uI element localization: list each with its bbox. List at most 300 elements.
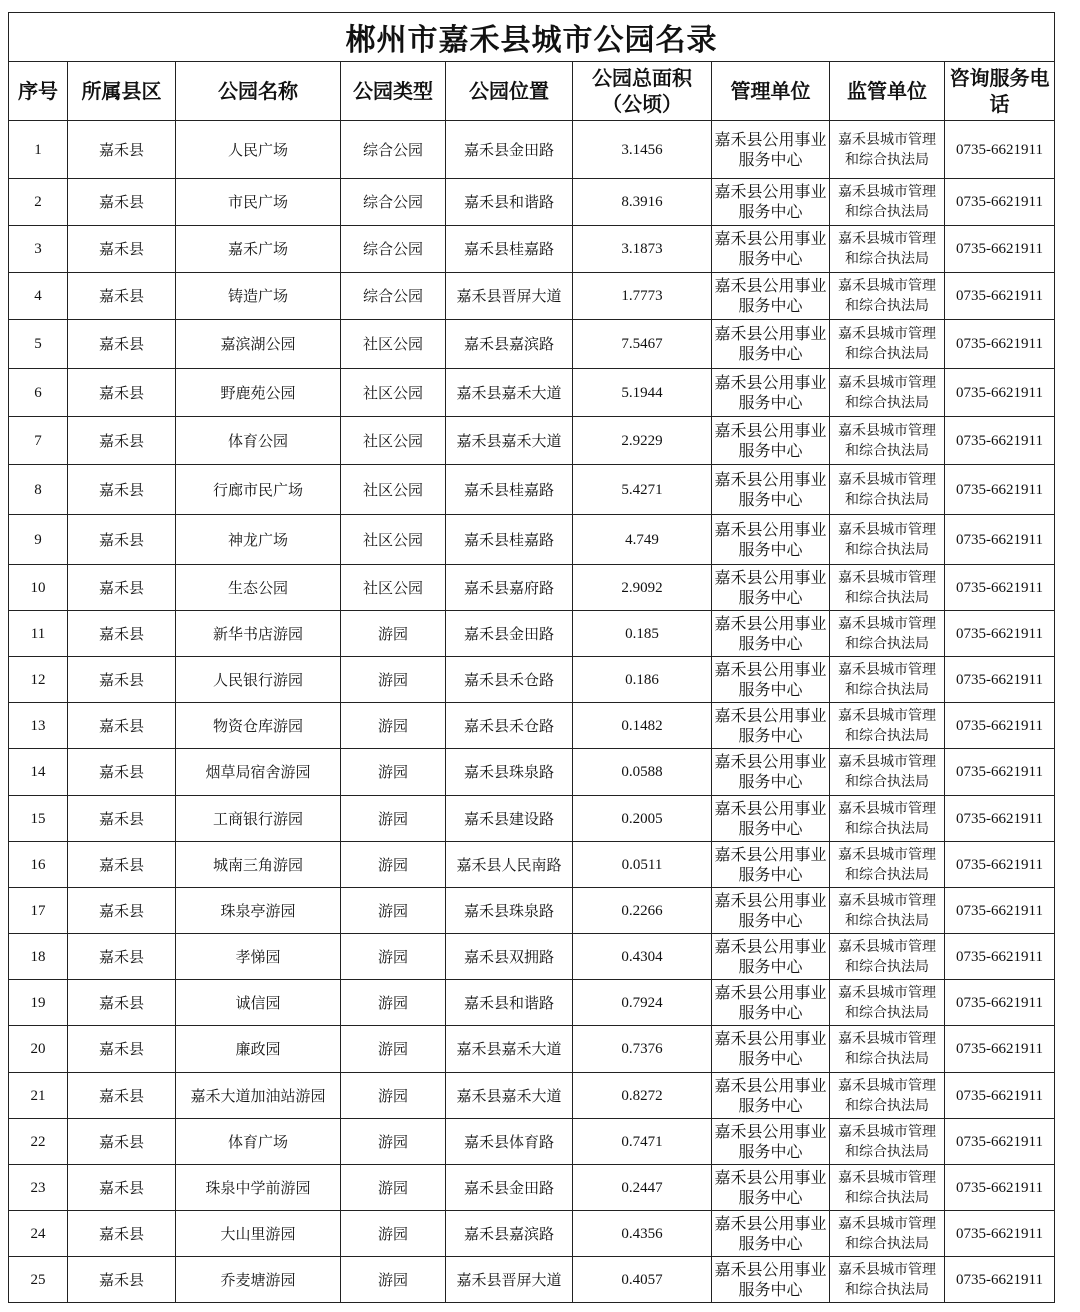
cell-manager-text: 嘉禾县公用事业服务中心 (714, 129, 827, 169)
cell-seq: 7 (9, 417, 68, 465)
cell-supervisor (830, 703, 945, 749)
cell-supervisor-text: 嘉禾县城市管理和综合执法局 (838, 707, 936, 744)
cell-park-area: 0.8272 (573, 1073, 712, 1119)
cell-park-location: 嘉禾县金田路 (446, 611, 573, 657)
cell-supervisor (830, 1257, 945, 1303)
cell-manager-text: 嘉禾县公用事业服务中心 (714, 1213, 827, 1253)
cell-park-area: 4.749 (573, 515, 712, 565)
cell-park-location: 嘉禾县人民南路 (446, 842, 573, 888)
table-row (9, 465, 1055, 515)
cell-park-type: 社区公园 (341, 565, 446, 611)
cell-manager-text: 嘉禾县公用事业服务中心 (714, 1121, 827, 1161)
cell-seq: 22 (9, 1119, 68, 1165)
cell-supervisor (830, 226, 945, 273)
cell-park-location: 嘉禾县珠泉路 (446, 888, 573, 934)
table-row (9, 703, 1055, 749)
cell-county: 嘉禾县 (68, 320, 176, 369)
cell-seq: 25 (9, 1257, 68, 1303)
cell-park-location: 嘉禾县嘉滨路 (446, 1211, 573, 1257)
cell-park-area: 0.2447 (573, 1165, 712, 1211)
cell-supervisor-text: 嘉禾县城市管理和综合执法局 (838, 278, 936, 314)
cell-phone: 0735-6621911 (945, 796, 1055, 842)
cell-park-area: 2.9092 (573, 565, 712, 611)
cell-manager (712, 796, 830, 842)
cell-manager (712, 369, 830, 417)
cell-park-location: 嘉禾县禾仓路 (446, 657, 573, 703)
table-row (9, 226, 1055, 273)
cell-county: 嘉禾县 (68, 1165, 176, 1211)
cell-park-type: 游园 (341, 611, 446, 657)
cell-phone: 0735-6621911 (945, 611, 1055, 657)
cell-county: 嘉禾县 (68, 888, 176, 934)
cell-park-location: 嘉禾县和谐路 (446, 179, 573, 226)
cell-park-area: 0.186 (573, 657, 712, 703)
cell-supervisor (830, 980, 945, 1026)
cell-phone: 0735-6621911 (945, 465, 1055, 515)
cell-supervisor-text: 嘉禾县城市管理和综合执法局 (838, 1215, 936, 1252)
cell-park-name: 工商银行游园 (176, 796, 341, 842)
cell-seq: 10 (9, 565, 68, 611)
table-row (9, 842, 1055, 888)
cell-supervisor-text: 嘉禾县城市管理和综合执法局 (838, 131, 936, 168)
cell-park-location: 嘉禾县建设路 (446, 796, 573, 842)
cell-park-location: 嘉禾县嘉禾大道 (446, 369, 573, 417)
cell-park-area: 0.7924 (573, 980, 712, 1026)
cell-manager-text: 嘉禾县公用事业服务中心 (714, 705, 827, 745)
cell-manager (712, 703, 830, 749)
cell-supervisor (830, 369, 945, 417)
table-title: 郴州市嘉禾县城市公园名录 (9, 13, 1055, 62)
cell-supervisor (830, 796, 945, 842)
cell-seq: 12 (9, 657, 68, 703)
cell-phone: 0735-6621911 (945, 842, 1055, 888)
cell-phone: 0735-6621911 (945, 121, 1055, 179)
cell-manager (712, 842, 830, 888)
cell-supervisor-text: 嘉禾县城市管理和综合执法局 (838, 615, 936, 652)
cell-park-location: 嘉禾县和谐路 (446, 980, 573, 1026)
cell-park-location: 嘉禾县体育路 (446, 1119, 573, 1165)
cell-supervisor (830, 565, 945, 611)
cell-supervisor (830, 1026, 945, 1073)
table-row (9, 121, 1055, 179)
cell-park-name: 体育公园 (176, 417, 341, 465)
cell-park-type: 社区公园 (341, 369, 446, 417)
cell-park-name: 行廊市民广场 (176, 465, 341, 515)
cell-park-name: 孝悌园 (176, 934, 341, 980)
cell-manager-text: 嘉禾县公用事业服务中心 (714, 519, 827, 559)
table-row (9, 749, 1055, 796)
cell-county: 嘉禾县 (68, 611, 176, 657)
cell-park-area: 0.4057 (573, 1257, 712, 1303)
cell-manager (712, 611, 830, 657)
cell-county: 嘉禾县 (68, 465, 176, 515)
cell-park-area: 5.4271 (573, 465, 712, 515)
cell-seq: 6 (9, 369, 68, 417)
cell-park-location: 嘉禾县金田路 (446, 121, 573, 179)
cell-manager (712, 749, 830, 796)
cell-park-type: 游园 (341, 1211, 446, 1257)
cell-county: 嘉禾县 (68, 1257, 176, 1303)
cell-supervisor-text: 嘉禾县城市管理和综合执法局 (838, 1031, 936, 1067)
cell-manager (712, 657, 830, 703)
cell-supervisor-text: 嘉禾县城市管理和综合执法局 (838, 661, 936, 698)
table-row (9, 1165, 1055, 1211)
cell-supervisor (830, 273, 945, 320)
table-row (9, 888, 1055, 934)
cell-park-name: 人民银行游园 (176, 657, 341, 703)
table-row (9, 515, 1055, 565)
cell-park-name: 嘉滨湖公园 (176, 320, 341, 369)
cell-supervisor (830, 179, 945, 226)
cell-park-type: 综合公园 (341, 179, 446, 226)
cell-park-type: 游园 (341, 888, 446, 934)
cell-seq: 11 (9, 611, 68, 657)
cell-park-name: 珠泉亭游园 (176, 888, 341, 934)
cell-manager-text: 嘉禾县公用事业服务中心 (714, 613, 827, 653)
cell-park-location: 嘉禾县嘉滨路 (446, 320, 573, 369)
cell-manager-text: 嘉禾县公用事业服务中心 (714, 798, 827, 838)
cell-park-location: 嘉禾县禾仓路 (446, 703, 573, 749)
cell-county: 嘉禾县 (68, 226, 176, 273)
cell-seq: 2 (9, 179, 68, 226)
cell-manager (712, 1257, 830, 1303)
table-row (9, 1257, 1055, 1303)
header-park-location: 公园位置 (446, 62, 573, 121)
cell-manager-text: 嘉禾县公用事业服务中心 (714, 890, 827, 930)
cell-park-location: 嘉禾县晋屏大道 (446, 273, 573, 320)
cell-park-location: 嘉禾县桂嘉路 (446, 226, 573, 273)
cell-park-type: 游园 (341, 1257, 446, 1303)
cell-manager-text: 嘉禾县公用事业服务中心 (714, 1167, 827, 1207)
cell-park-name: 生态公园 (176, 565, 341, 611)
cell-supervisor-text: 嘉禾县城市管理和综合执法局 (838, 984, 936, 1021)
cell-phone: 0735-6621911 (945, 1257, 1055, 1303)
cell-supervisor-text: 嘉禾县城市管理和综合执法局 (838, 326, 936, 362)
cell-park-location: 嘉禾县嘉禾大道 (446, 417, 573, 465)
table-row (9, 1026, 1055, 1073)
table-row (9, 796, 1055, 842)
cell-supervisor-text: 嘉禾县城市管理和综合执法局 (838, 846, 936, 883)
cell-park-type: 游园 (341, 1073, 446, 1119)
cell-phone: 0735-6621911 (945, 320, 1055, 369)
cell-seq: 24 (9, 1211, 68, 1257)
cell-manager (712, 273, 830, 320)
cell-phone: 0735-6621911 (945, 1026, 1055, 1073)
cell-park-location: 嘉禾县桂嘉路 (446, 465, 573, 515)
cell-park-name: 人民广场 (176, 121, 341, 179)
cell-seq: 14 (9, 749, 68, 796)
cell-manager (712, 515, 830, 565)
cell-phone: 0735-6621911 (945, 226, 1055, 273)
cell-supervisor-text: 嘉禾县城市管理和综合执法局 (838, 1169, 936, 1206)
cell-supervisor (830, 121, 945, 179)
cell-seq: 23 (9, 1165, 68, 1211)
header-park-name: 公园名称 (176, 62, 341, 121)
table-row (9, 273, 1055, 320)
cell-park-name: 神龙广场 (176, 515, 341, 565)
cell-park-name: 铸造广场 (176, 273, 341, 320)
cell-supervisor-text: 嘉禾县城市管理和综合执法局 (838, 184, 936, 220)
cell-park-name: 乔麦塘游园 (176, 1257, 341, 1303)
cell-park-name: 诚信园 (176, 980, 341, 1026)
cell-manager-text: 嘉禾县公用事业服务中心 (714, 276, 827, 315)
cell-county: 嘉禾县 (68, 565, 176, 611)
cell-manager (712, 1211, 830, 1257)
cell-park-type: 游园 (341, 657, 446, 703)
cell-phone: 0735-6621911 (945, 369, 1055, 417)
cell-phone: 0735-6621911 (945, 1211, 1055, 1257)
cell-supervisor-text: 嘉禾县城市管理和综合执法局 (838, 374, 936, 411)
cell-manager (712, 1165, 830, 1211)
table-row (9, 320, 1055, 369)
cell-manager (712, 888, 830, 934)
cell-seq: 9 (9, 515, 68, 565)
cell-supervisor (830, 611, 945, 657)
cell-phone: 0735-6621911 (945, 565, 1055, 611)
cell-manager (712, 121, 830, 179)
cell-supervisor (830, 657, 945, 703)
cell-county: 嘉禾县 (68, 1073, 176, 1119)
cell-park-location: 嘉禾县珠泉路 (446, 749, 573, 796)
cell-county: 嘉禾县 (68, 980, 176, 1026)
cell-manager (712, 320, 830, 369)
cell-phone: 0735-6621911 (945, 934, 1055, 980)
cell-seq: 4 (9, 273, 68, 320)
cell-park-area: 8.3916 (573, 179, 712, 226)
cell-supervisor-text: 嘉禾县城市管理和综合执法局 (838, 569, 936, 606)
cell-park-type: 综合公园 (341, 121, 446, 179)
cell-park-area: 5.1944 (573, 369, 712, 417)
cell-manager-text: 嘉禾县公用事业服务中心 (714, 844, 827, 884)
cell-county: 嘉禾县 (68, 749, 176, 796)
cell-park-location: 嘉禾县嘉禾大道 (446, 1026, 573, 1073)
cell-park-type: 综合公园 (341, 226, 446, 273)
cell-manager (712, 179, 830, 226)
cell-park-name: 物资仓库游园 (176, 703, 341, 749)
cell-park-type: 游园 (341, 703, 446, 749)
cell-park-type: 游园 (341, 1119, 446, 1165)
park-directory-table (8, 12, 1055, 1303)
table-row (9, 565, 1055, 611)
cell-park-area: 0.0511 (573, 842, 712, 888)
cell-manager-text: 嘉禾县公用事业服务中心 (714, 1075, 827, 1115)
cell-supervisor (830, 842, 945, 888)
cell-park-area: 2.9229 (573, 417, 712, 465)
cell-park-area: 1.7773 (573, 273, 712, 320)
table-row (9, 1211, 1055, 1257)
cell-phone: 0735-6621911 (945, 1073, 1055, 1119)
table-row (9, 179, 1055, 226)
table-row (9, 369, 1055, 417)
cell-park-area: 0.4356 (573, 1211, 712, 1257)
header-manager: 管理单位 (712, 62, 830, 121)
cell-park-type: 游园 (341, 749, 446, 796)
cell-manager-text: 嘉禾县公用事业服务中心 (714, 372, 827, 412)
cell-manager-text: 嘉禾县公用事业服务中心 (714, 659, 827, 699)
park-directory-sheet (8, 12, 1054, 1303)
cell-seq: 18 (9, 934, 68, 980)
cell-county: 嘉禾县 (68, 1119, 176, 1165)
cell-seq: 8 (9, 465, 68, 515)
header-phone: 咨询服务电话 (945, 62, 1055, 121)
cell-park-name: 市民广场 (176, 179, 341, 226)
cell-park-area: 3.1456 (573, 121, 712, 179)
header-supervisor: 监管单位 (830, 62, 945, 121)
cell-park-name: 野鹿苑公园 (176, 369, 341, 417)
cell-manager (712, 1026, 830, 1073)
cell-county: 嘉禾县 (68, 657, 176, 703)
cell-park-area: 3.1873 (573, 226, 712, 273)
cell-supervisor-text: 嘉禾县城市管理和综合执法局 (838, 422, 936, 459)
cell-supervisor (830, 1119, 945, 1165)
cell-supervisor (830, 465, 945, 515)
cell-county: 嘉禾县 (68, 796, 176, 842)
cell-supervisor-text: 嘉禾县城市管理和综合执法局 (838, 800, 936, 837)
cell-seq: 1 (9, 121, 68, 179)
cell-park-area: 0.2005 (573, 796, 712, 842)
cell-seq: 17 (9, 888, 68, 934)
cell-park-type: 游园 (341, 1165, 446, 1211)
cell-park-area: 0.7471 (573, 1119, 712, 1165)
table-row (9, 417, 1055, 465)
cell-phone: 0735-6621911 (945, 417, 1055, 465)
cell-manager (712, 934, 830, 980)
cell-park-area: 0.7376 (573, 1026, 712, 1073)
cell-seq: 19 (9, 980, 68, 1026)
cell-seq: 5 (9, 320, 68, 369)
cell-county: 嘉禾县 (68, 515, 176, 565)
cell-seq: 3 (9, 226, 68, 273)
cell-supervisor (830, 934, 945, 980)
cell-park-area: 0.2266 (573, 888, 712, 934)
cell-phone: 0735-6621911 (945, 1165, 1055, 1211)
table-row (9, 657, 1055, 703)
cell-park-location: 嘉禾县桂嘉路 (446, 515, 573, 565)
cell-manager (712, 1119, 830, 1165)
cell-phone: 0735-6621911 (945, 888, 1055, 934)
table-row (9, 980, 1055, 1026)
cell-supervisor (830, 417, 945, 465)
cell-seq: 13 (9, 703, 68, 749)
cell-supervisor (830, 1211, 945, 1257)
cell-supervisor (830, 749, 945, 796)
cell-county: 嘉禾县 (68, 273, 176, 320)
header-county: 所属县区 (68, 62, 176, 121)
cell-park-area: 7.5467 (573, 320, 712, 369)
cell-manager-text: 嘉禾县公用事业服务中心 (714, 936, 827, 976)
cell-supervisor-text: 嘉禾县城市管理和综合执法局 (838, 892, 936, 929)
table-row (9, 1119, 1055, 1165)
cell-county: 嘉禾县 (68, 1211, 176, 1257)
header-seq: 序号 (9, 62, 68, 121)
cell-manager (712, 980, 830, 1026)
cell-phone: 0735-6621911 (945, 1119, 1055, 1165)
table-body (9, 121, 1055, 1303)
cell-phone: 0735-6621911 (945, 179, 1055, 226)
cell-park-name: 烟草局宿舍游园 (176, 749, 341, 796)
cell-seq: 20 (9, 1026, 68, 1073)
cell-manager-text: 嘉禾县公用事业服务中心 (714, 469, 827, 509)
cell-park-type: 游园 (341, 796, 446, 842)
cell-supervisor (830, 1165, 945, 1211)
cell-park-name: 廉政园 (176, 1026, 341, 1073)
cell-park-type: 游园 (341, 842, 446, 888)
cell-park-type: 社区公园 (341, 465, 446, 515)
cell-supervisor (830, 1073, 945, 1119)
cell-supervisor (830, 320, 945, 369)
cell-supervisor-text: 嘉禾县城市管理和综合执法局 (838, 521, 936, 558)
cell-county: 嘉禾县 (68, 703, 176, 749)
cell-manager-text: 嘉禾县公用事业服务中心 (714, 324, 827, 363)
cell-supervisor (830, 888, 945, 934)
cell-park-type: 游园 (341, 1026, 446, 1073)
cell-park-name: 大山里游园 (176, 1211, 341, 1257)
cell-supervisor-text: 嘉禾县城市管理和综合执法局 (838, 1261, 936, 1298)
cell-manager-text: 嘉禾县公用事业服务中心 (714, 1259, 827, 1299)
cell-manager-text: 嘉禾县公用事业服务中心 (714, 567, 827, 607)
cell-seq: 16 (9, 842, 68, 888)
cell-phone: 0735-6621911 (945, 703, 1055, 749)
cell-park-type: 游园 (341, 934, 446, 980)
cell-manager (712, 1073, 830, 1119)
cell-park-area: 0.1482 (573, 703, 712, 749)
header-park-type: 公园类型 (341, 62, 446, 121)
cell-park-location: 嘉禾县晋屏大道 (446, 1257, 573, 1303)
cell-park-type: 社区公园 (341, 515, 446, 565)
cell-manager (712, 226, 830, 273)
cell-park-location: 嘉禾县嘉禾大道 (446, 1073, 573, 1119)
cell-manager-text: 嘉禾县公用事业服务中心 (714, 182, 827, 221)
cell-park-name: 城南三角游园 (176, 842, 341, 888)
cell-phone: 0735-6621911 (945, 980, 1055, 1026)
cell-park-area: 0.185 (573, 611, 712, 657)
cell-park-location: 嘉禾县金田路 (446, 1165, 573, 1211)
cell-county: 嘉禾县 (68, 1026, 176, 1073)
cell-manager-text: 嘉禾县公用事业服务中心 (714, 229, 827, 268)
cell-park-name: 嘉禾广场 (176, 226, 341, 273)
cell-park-location: 嘉禾县嘉府路 (446, 565, 573, 611)
cell-supervisor-text: 嘉禾县城市管理和综合执法局 (838, 471, 936, 508)
header-park-area: 公园总面积（公顷） (573, 62, 712, 121)
cell-manager-text: 嘉禾县公用事业服务中心 (714, 982, 827, 1022)
cell-supervisor-text: 嘉禾县城市管理和综合执法局 (838, 1077, 936, 1114)
cell-park-type: 社区公园 (341, 417, 446, 465)
cell-manager (712, 417, 830, 465)
cell-county: 嘉禾县 (68, 934, 176, 980)
cell-county: 嘉禾县 (68, 842, 176, 888)
cell-supervisor-text: 嘉禾县城市管理和综合执法局 (838, 1123, 936, 1160)
table-row (9, 934, 1055, 980)
cell-phone: 0735-6621911 (945, 273, 1055, 320)
cell-county: 嘉禾县 (68, 417, 176, 465)
cell-county: 嘉禾县 (68, 369, 176, 417)
cell-seq: 15 (9, 796, 68, 842)
cell-park-location: 嘉禾县双拥路 (446, 934, 573, 980)
cell-manager (712, 565, 830, 611)
header-row (9, 62, 1055, 121)
cell-manager-text: 嘉禾县公用事业服务中心 (714, 752, 827, 791)
cell-county: 嘉禾县 (68, 121, 176, 179)
cell-park-type: 游园 (341, 980, 446, 1026)
cell-park-name: 新华书店游园 (176, 611, 341, 657)
cell-manager-text: 嘉禾县公用事业服务中心 (714, 420, 827, 460)
cell-park-name: 珠泉中学前游园 (176, 1165, 341, 1211)
cell-park-area: 0.4304 (573, 934, 712, 980)
cell-park-area: 0.0588 (573, 749, 712, 796)
cell-supervisor (830, 515, 945, 565)
cell-park-name: 体育广场 (176, 1119, 341, 1165)
cell-park-type: 社区公园 (341, 320, 446, 369)
